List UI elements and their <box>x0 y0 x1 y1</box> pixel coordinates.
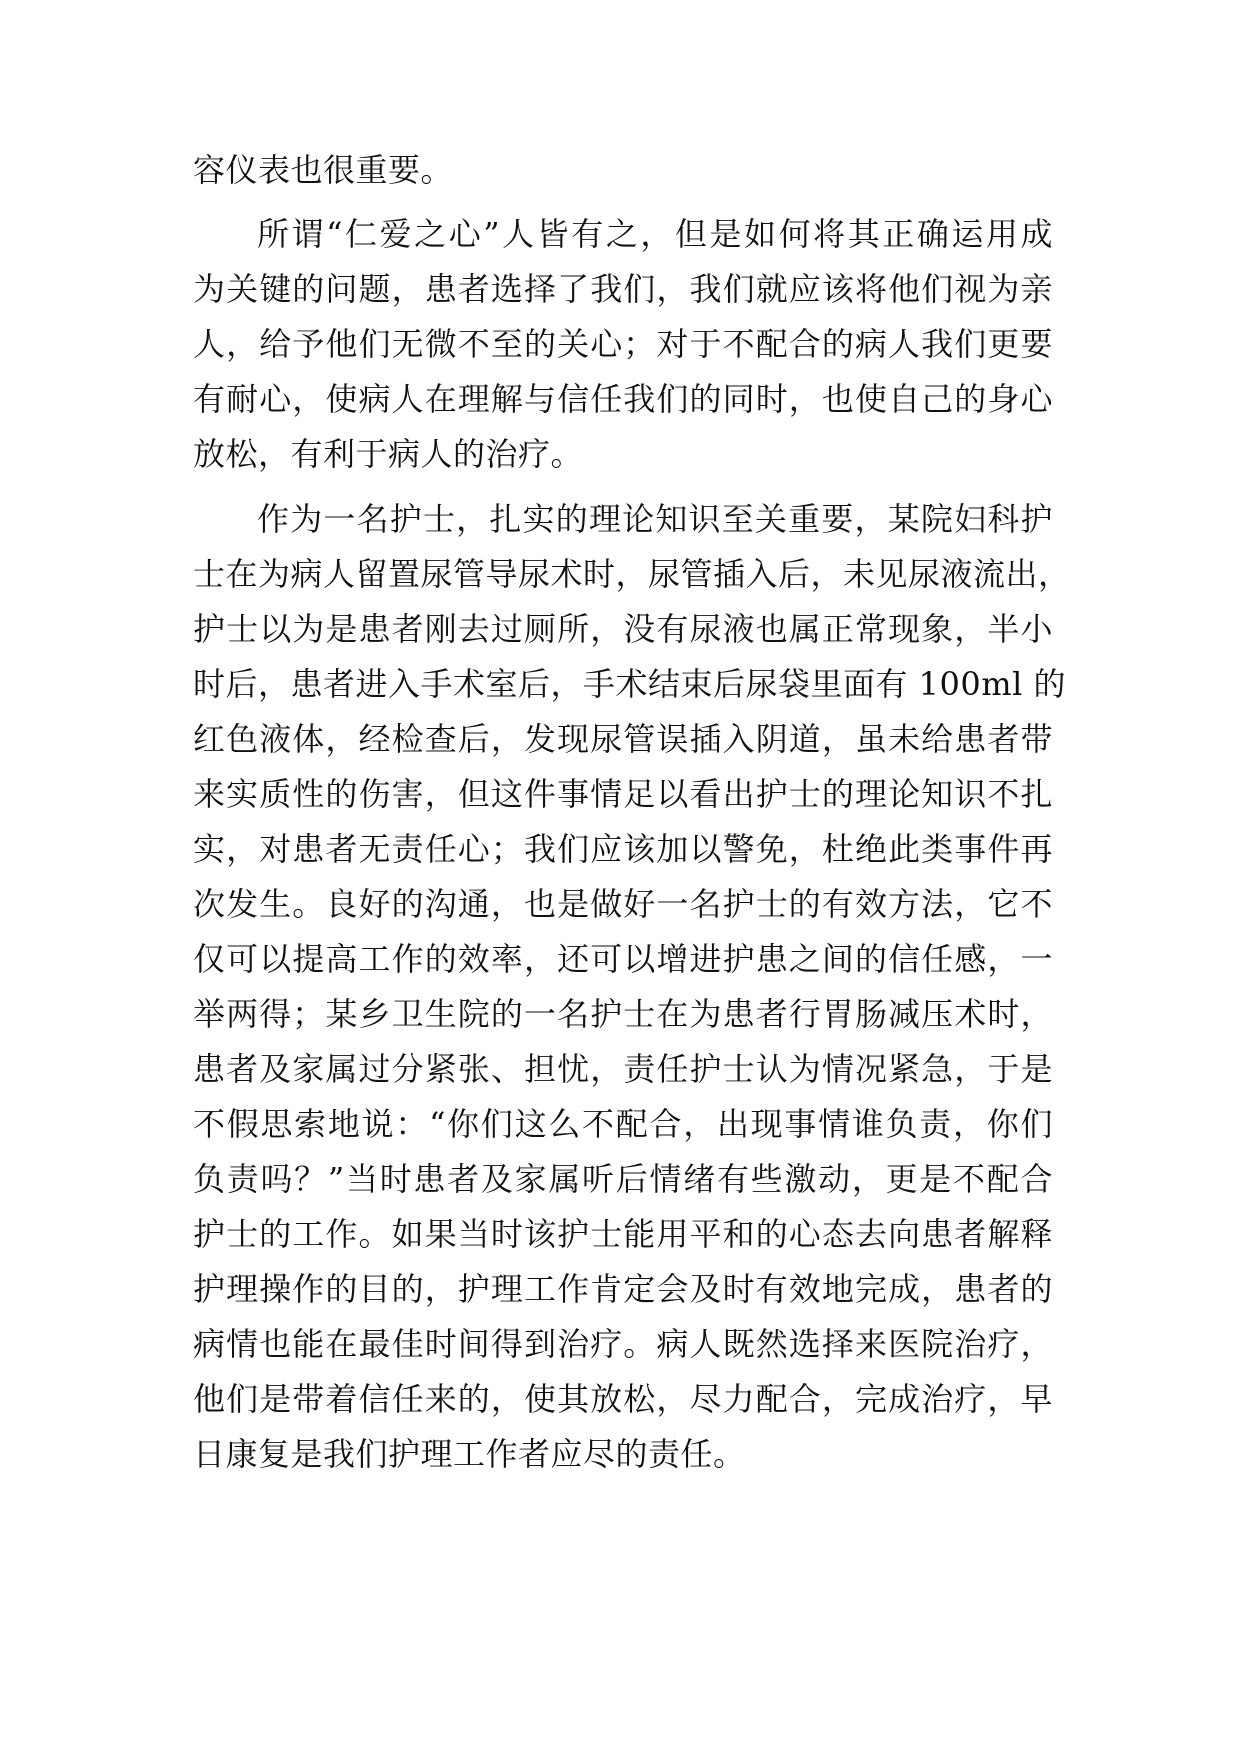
text-line-5: 有耐心，使病人在理解与信任我们的同时，也使自己的身心 <box>193 380 1053 418</box>
text-line-1: 容仪表也很重要。 <box>193 151 454 189</box>
text-line-4: 人，给予他们无微不至的关心；对于不配合的病人我们更要 <box>193 325 1053 363</box>
text-line-17: 患者及家属过分紧张、担忧，责任护士认为情况紧急，于是 <box>193 1050 1053 1088</box>
text-line-11: 红色液体，经检查后，发现尿管误插入阴道，虽未给患者带 <box>193 720 1053 758</box>
text-line-3: 为关键的问题，患者选择了我们，我们就应该将他们视为亲 <box>193 270 1053 308</box>
text-line-20: 护士的工作。如果当时该护士能用平和的心态去向患者解释 <box>193 1215 1053 1253</box>
text-line-18: 不假思索地说：“你们这么不配合，出现事情谁负责，你们 <box>193 1105 1053 1143</box>
text-line-14: 次发生。良好的沟通，也是做好一名护士的有效方法，它不 <box>193 885 1053 923</box>
text-line-13: 实，对患者无责任心；我们应该加以警免，杜绝此类事件再 <box>193 830 1053 868</box>
text-line-23: 他们是带着信任来的，使其放松，尽力配合，完成治疗，早 <box>193 1380 1053 1418</box>
text-line-10: 时后，患者进入手术室后，手术结束后尿袋里面有 100ml 的 <box>193 665 1067 703</box>
text-line-9: 护士以为是患者刚去过厕所，没有尿液也属正常现象，半小 <box>193 610 1053 648</box>
text-line-8: 士在为病人留置尿管导尿术时，尿管插入后，未见尿液流出， <box>193 555 1071 593</box>
text-line-22: 病情也能在最佳时间得到治疗。病人既然选择来医院治疗， <box>193 1325 1053 1363</box>
text-line-15: 仅可以提高工作的效率，还可以增进护患之间的信任感，一 <box>193 940 1053 978</box>
text-line-2: 所谓“仁爱之心”人皆有之，但是如何将其正确运用成 <box>257 215 1053 253</box>
text-line-6: 放松，有利于病人的治疗。 <box>193 435 584 473</box>
text-line-19: 负责吗？”当时患者及家属听后情绪有些激动，更是不配合 <box>193 1160 1053 1198</box>
text-line-12: 来实质性的伤害，但这件事情足以看出护士的理论知识不扎 <box>193 775 1053 813</box>
text-line-16: 举两得；某乡卫生院的一名护士在为患者行胃肠减压术时， <box>193 995 1053 1033</box>
text-line-24: 日康复是我们护理工作者应尽的责任。 <box>193 1435 746 1473</box>
text-line-21: 护理操作的目的，护理工作肯定会及时有效地完成，患者的 <box>193 1270 1053 1308</box>
text-line-7: 作为一名护士，扎实的理论知识至关重要，某院妇科护 <box>257 500 1053 538</box>
